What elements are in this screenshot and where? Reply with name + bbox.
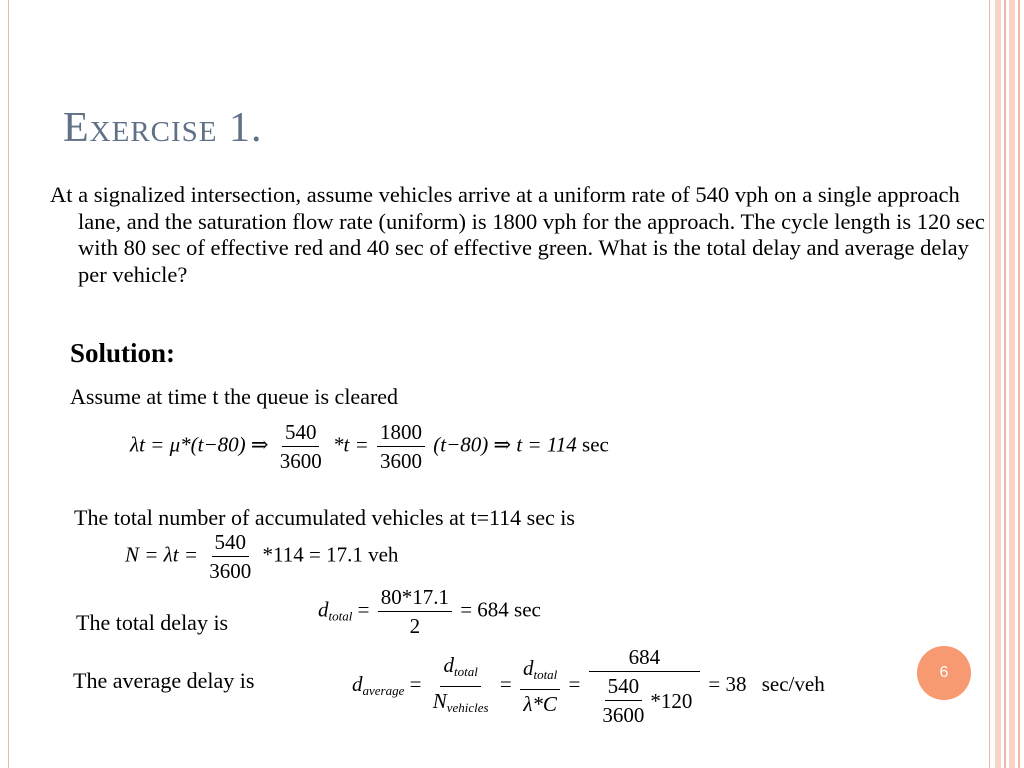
eq4-f2-num-var: d bbox=[522, 656, 534, 680]
assumption-text: Assume at time t the queue is cleared bbox=[70, 384, 399, 409]
eq4-fraction-1 bbox=[430, 653, 492, 720]
eq3-frac-num: 80*17.1 bbox=[378, 585, 452, 612]
slide-title: Exercise 1. bbox=[63, 105, 263, 151]
eq4-rhs: = 38 bbox=[708, 671, 747, 696]
right-stripe bbox=[995, 0, 1001, 768]
eq3-lhs-var: d bbox=[318, 597, 329, 622]
eq4-f3-den-tail: *120 bbox=[650, 688, 693, 713]
eq1-rhs: (t−80) ⇒ t = 114 bbox=[433, 432, 577, 457]
eq2-frac-den: 3600 bbox=[209, 559, 252, 583]
eq4-f3-den-den: 3600 bbox=[602, 703, 645, 727]
eq4-f2-den: λ*C bbox=[523, 692, 557, 716]
eq2-rhs: *114 = 17.1 bbox=[262, 542, 363, 567]
solution-heading: Solution: bbox=[70, 338, 176, 368]
eq3-lhs-sub: total bbox=[328, 608, 353, 624]
page-number-badge: 6 bbox=[917, 646, 971, 700]
eq3-unit: sec bbox=[514, 597, 541, 622]
eq4-f1-num-var: d bbox=[443, 652, 454, 677]
eq1-mid: *t = bbox=[332, 432, 369, 457]
total-delay-label: The total delay is bbox=[76, 610, 229, 635]
eq2-lhs: N = λt = bbox=[125, 542, 199, 567]
equation-average-delay: $d_{average}$ = $\frac{d_{total}}{N_{vehicles}}$ = $\frac{d_{total}}{\lambda*C}$ = 684 $\frac{540}{3600}$ *120 = 38 sec/veh bbox=[352, 645, 825, 727]
average-delay-label: The average delay is bbox=[73, 668, 255, 693]
eq2-unit: veh bbox=[368, 542, 399, 567]
eq2-frac-num: 540 bbox=[212, 530, 250, 557]
eq4-unit: sec/veh bbox=[761, 671, 825, 696]
problem-statement: At a signalized intersection, assume vehicles arrive at a uniform rate of 540 vph on a single approach lane, and the saturation flow rate (uniform) is 1800 vph for the approach. The cycle length is 120 sec with 80 sec of effective red and 40 sec of effective green. What is the total delay and average delay per vehicle? bbox=[50, 182, 985, 287]
equation-queue-clear bbox=[130, 420, 609, 473]
eq4-f1-den-sub: vehicles bbox=[446, 699, 489, 715]
eq4-lhs-sub: average bbox=[362, 682, 405, 698]
eq1-fraction-saturation bbox=[377, 420, 425, 473]
eq1-frac1-num: 540 bbox=[282, 420, 320, 447]
eq4-f3-inner-fraction bbox=[599, 674, 647, 727]
eq1-frac2-num: 1800 bbox=[377, 420, 425, 447]
right-stripe bbox=[1004, 0, 1006, 768]
eq4-f3-num: 684 bbox=[589, 645, 701, 672]
eq4-f3-den-num: 540 bbox=[605, 674, 643, 701]
right-stripe bbox=[1009, 0, 1015, 768]
right-stripe bbox=[1018, 0, 1020, 768]
eq1-lhs: λt = μ*(t−80) ⇒ bbox=[130, 432, 269, 457]
eq1-frac2-den: 3600 bbox=[380, 449, 422, 473]
eq1-unit: sec bbox=[582, 432, 609, 457]
eq3-fraction bbox=[378, 585, 452, 638]
eq1-fraction-arrival bbox=[277, 420, 325, 473]
eq1-frac1-den: 3600 bbox=[279, 449, 322, 473]
accumulated-text: The total number of accumulated vehicles at t=114 sec is bbox=[74, 505, 575, 530]
eq4-f1-den-var: N bbox=[432, 688, 447, 713]
eq4-f2-num-sub: total bbox=[533, 667, 558, 682]
eq4-lhs-var: d bbox=[352, 671, 363, 696]
equation-total-delay: $d_{total}$ = $\frac{80*17.1}{2}$ = 684 sec bbox=[318, 585, 541, 638]
equation-accumulated bbox=[125, 530, 398, 583]
eq3-frac-den: 2 bbox=[409, 614, 421, 638]
eq2-fraction bbox=[206, 530, 254, 583]
eq4-fraction-3 bbox=[589, 645, 701, 727]
eq4-fraction-2 bbox=[520, 656, 560, 716]
eq4-f1-num-sub: total bbox=[453, 663, 478, 679]
eq3-rhs: = 684 bbox=[460, 597, 509, 622]
